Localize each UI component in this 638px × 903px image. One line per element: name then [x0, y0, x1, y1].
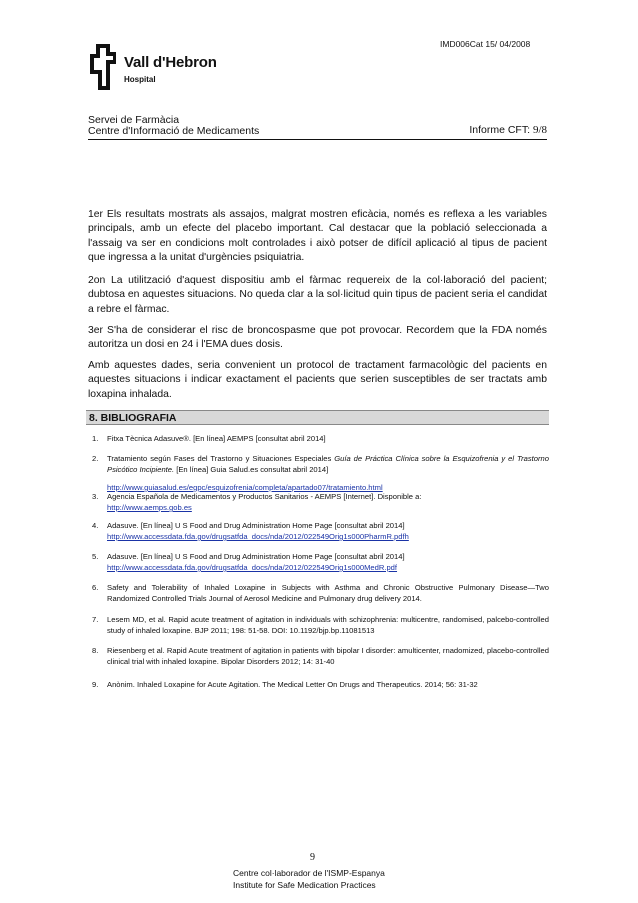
bib-number: 1. [92, 434, 99, 443]
bib-text [107, 551, 549, 573]
bib-item-4 [88, 520, 549, 542]
bib-number: 9. [92, 680, 99, 689]
bib-text: Lesem MD, et al. Rapid acute treatment of agitation in individuals with schizophrenia: multicentre, randomised, palcebo-controlled study of inhaled loxapine. BJP 2011; 198: 51-58. DOI: 10.1192/bjp.bp.11081513 [107, 615, 549, 635]
bib-item-3 [88, 491, 549, 513]
bib-text-italic: Guía de Práctica Clínica sobre la Esquizofrenia y el Trastorno Psicótico Incipiente. [107, 454, 549, 474]
bib-number: 4. [92, 521, 99, 530]
bib-link[interactable]: http://www.guiasalud.es/egpc/esquizofrenia/completa/apartado07/tratamiento.html [107, 483, 383, 492]
report-label-text: Informe CFT: [469, 124, 533, 136]
bib-number: 8. [92, 646, 99, 655]
footer-line-2: Institute for Safe Medication Practices [233, 880, 376, 890]
bib-item-2 [88, 453, 549, 493]
bib-item-1 [88, 433, 549, 444]
section-title: 8. BIBLIOGRAFIA [86, 410, 549, 425]
bib-text [107, 491, 549, 513]
bib-number: 5. [92, 552, 99, 561]
bib-number: 2. [92, 454, 99, 463]
bib-text-main: Adasuve. [En línea] U S Food and Drug Administration Home Page [consultat abril 2014] [107, 521, 405, 530]
centre-name: Centre d'Informació de Medicaments [88, 125, 260, 137]
bib-text: Riesenberg et al. Rapid Acute treatment of agitation in patients with bipolar I disorder: amulticenter, rnadomized, placebo-controlled clinical trial with inhaled loxapine. Bipolar Disorders 2012; 14: 31-40 [107, 646, 549, 666]
bib-text: Anònim. Inhaled Loxapine for Acute Agitation. The Medical Letter On Drugs and Therapeutics. 2014; 56: 31-32 [107, 680, 478, 689]
service-name: Servei de Farmàcia [88, 114, 180, 126]
header-divider [88, 139, 547, 140]
logo-subtitle: Hospital [124, 75, 156, 84]
paragraph-2: 2on La utilització d'aquest dispositiu amb el fàrmac requereix de la col·laboració del pacient; dubtosa en aquestes situacions. No queda clar a la sol·licitud quin tipus de pacient seria el candidat a rebre el fàrmac. [88, 275, 547, 315]
bib-link[interactable]: http://www.accessdata.fda.gov/drugsatfda_docs/nda/2012/022549Orig1s000MedR.pdf [107, 563, 398, 572]
paragraph-4: Amb aquestes dades, seria convenient un protocol de tractament farmacològic del pacients en aquestes situacions i indicar exactament el pacients que serien susceptibles de ser tractats amb loxapina inhalada. [88, 360, 547, 400]
cross-logo-icon [88, 44, 116, 90]
bib-item-8 [88, 645, 549, 667]
document-code: IMD006Cat 15/ 04/2008 [440, 39, 531, 49]
bib-link[interactable]: http://www.accessdata.fda.gov/drugsatfda_docs/nda/2012/022549Orig1s000PharmR.pdfh [107, 532, 409, 541]
bib-text [107, 453, 549, 493]
bib-text-main: Adasuve. [En línea] U S Food and Drug Administration Home Page [consultat abril 2014] [107, 552, 405, 561]
page-number: 9 [310, 852, 315, 863]
bib-text-post: [En línea] Guia Salud.es consultat abril 2014] [174, 465, 329, 474]
footer-line-1: Centre col·laborador de l'ISMP-Espanya [233, 868, 385, 878]
paragraph-1: 1er Els resultats mostrats als assajos, malgrat mostren eficàcia, només es reflexa a les variables principals, amb un efecte del placebo important. Cal destacar que la població seleccionada a l'assaig va ser en condicions molt controlades i això potser de difícil aplicació al tipus de pacient que ingressa a la unitat d'urgències psiquiatria. [88, 209, 547, 264]
bib-number: 3. [92, 492, 99, 501]
bib-number: 6. [92, 583, 99, 592]
bib-text-main: Agencia Española de Medicamentos y Productos Sanitarios - AEMPS [Internet]. Disponible a: [107, 492, 422, 501]
hospital-logo [88, 44, 248, 94]
paragraph-3: 3er S'ha de considerar el risc de broncospasme que pot provocar. Recordem que la FDA només autoritza un dosi en 24 i l'EMA dues dosis. [88, 325, 547, 351]
bib-item-5 [88, 551, 549, 573]
bib-number: 7. [92, 615, 99, 624]
bib-text [107, 520, 549, 542]
bib-item-6 [88, 582, 549, 604]
bib-link[interactable]: http://www.aemps.gob.es [107, 503, 192, 512]
logo-name: Vall d'Hebron [124, 54, 217, 71]
bib-item-7 [88, 614, 549, 636]
report-page: 9/8 [532, 124, 547, 136]
bib-text-pre: Tratamiento según Fases del Trastorno y Situaciones Especiales [107, 454, 335, 463]
bib-text: Fitxa Tècnica Adasuve®. [En línea] AEMPS [consultat abril 2014] [107, 434, 326, 443]
bib-item-9 [88, 679, 549, 690]
bib-text: Safety and Tolerability of Inhaled Loxapine in Subjects with Asthma and Chronic Obstructive Pulmonary Disease—Two Randomized Controlled Trials Journal of Aerosol Medicine and Pulmonary drug delivery 2014. [107, 583, 549, 603]
report-label [469, 124, 547, 136]
